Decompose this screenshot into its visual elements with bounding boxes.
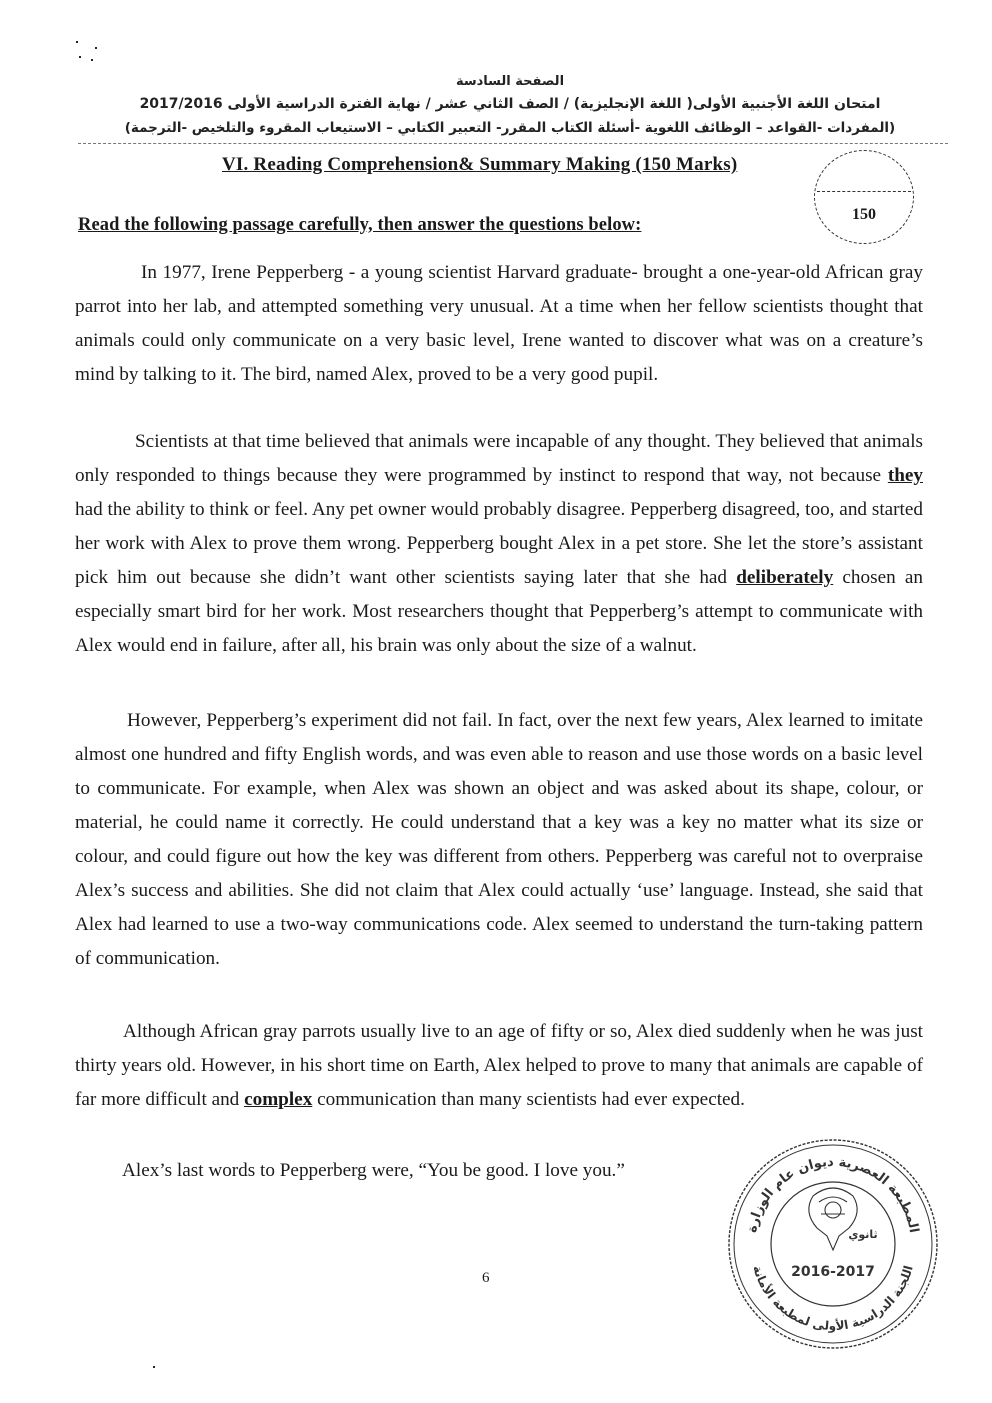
scan-speck [153, 1366, 155, 1368]
official-stamp [715, 1132, 951, 1350]
stamp-inner-ring [771, 1182, 895, 1306]
stamp-outer-ring [729, 1140, 937, 1348]
paragraph-text: Scientists at that time believed that animals were incapable of any thought. They believed that animals only responded to things because they were programmed by instinct to respond that way, not because [75, 431, 923, 486]
paragraph-text: chosen an especially smart bird for her work. Most researchers thought that Pepperberg’s attempt to communicate with Alex would end in failure, after all, his brain was only about the size of a walnut. [75, 567, 923, 656]
scan-speck [79, 56, 81, 58]
passage-paragraph-2 [75, 425, 923, 663]
marks-total: 150 [852, 206, 876, 223]
paragraph-text: Although African gray parrots usually live to an age of fifty or so, Alex died suddenly when he was just thirty years old. However, in his short time on Earth, Alex helped to prove to many that animals are capable of far more difficult and [75, 1021, 923, 1110]
passage-paragraph-1: In 1977, Irene Pepperberg - a young scientist Harvard graduate- brought a one-year-old African gray parrot into her lab, and attempted something very unusual. At a time when her fellow scientists thought that animals could only communicate on a very basic level, Irene wanted to discover what was on a creature’s mind by talking to it. The bird, named Alex, proved to be a very good pupil. [75, 262, 923, 385]
passage-paragraph-4 [75, 1015, 923, 1117]
stamp-text-bottom: اللجنة الدراسية الأولى لمطبعة الأمانة [750, 1263, 916, 1334]
marks-box [814, 150, 914, 244]
arabic-topics-line: (المفردات -القواعد – الوظائف اللغوية -أسئلة الكتاب المقرر- التعبير الكتابي – الاستيعاب المقروء والتلخيص -الترجمة) [124, 120, 896, 136]
scan-speck [76, 41, 78, 43]
reading-instruction: Read the following passage carefully, then answer the questions below: [78, 215, 642, 235]
passage-paragraph-5: Alex’s last words to Pepperberg were, “You be good. I love you.” [122, 1160, 625, 1181]
keyword-complex: complex [244, 1089, 313, 1110]
keyword-deliberately: deliberately [736, 567, 834, 588]
scan-speck [91, 59, 93, 61]
stamp-outer-ring-inner [734, 1145, 932, 1343]
stamp-text-top: المطبعة العصرية ديوان عام الوزارة [744, 1154, 922, 1234]
arabic-exam-title: امتحان اللغة الأجنبية الأولى( اللغة الإنجليزية) / الصف الثاني عشر / نهاية الفترة الدراسية الأولى 2017/2016 [139, 96, 881, 112]
page-number: 6 [482, 1270, 490, 1286]
stamp-year: 2016-2017 [791, 1264, 875, 1280]
marks-divider [817, 191, 911, 192]
header-divider [78, 143, 948, 144]
keyword-they: they [887, 465, 923, 486]
passage-paragraph-3: However, Pepperberg’s experiment did not fail. In fact, over the next few years, Alex learned to imitate almost one hundred and fifty English words, and was even able to reason and use those words on a basic level to communicate. For example, when Alex was shown an object and was asked about its shape, colour, or material, he could name it correctly. He could understand that a key was a key no matter what its size or colour, and could figure out how the key was different from others. Pepperberg was careful not to overpraise Alex’s success and abilities. She did not claim that Alex could actually ‘use’ language. Instead, she said that Alex had learned to use a two-way communications code. Alex seemed to understand the turn-taking pattern of communication. [75, 710, 923, 969]
paragraph-text: communication than many scientists had ever expected. [312, 1089, 745, 1110]
scan-speck [95, 47, 97, 49]
paragraph-text: had the ability to think or feel. Any pet owner would probably disagree. Pepperberg disagreed, too, and started her work with Alex to prove them wrong. Pepperberg bought Alex in a pet store. She let the store’s assistant pick him out because she didn’t want other scientists saying later that she had [75, 499, 923, 588]
stamp-inner-text: ثانوي [848, 1228, 878, 1241]
section-title: VI. Reading Comprehension& Summary Making (150 Marks) [222, 154, 738, 175]
arabic-page-label: الصفحة السادسة [455, 74, 565, 89]
